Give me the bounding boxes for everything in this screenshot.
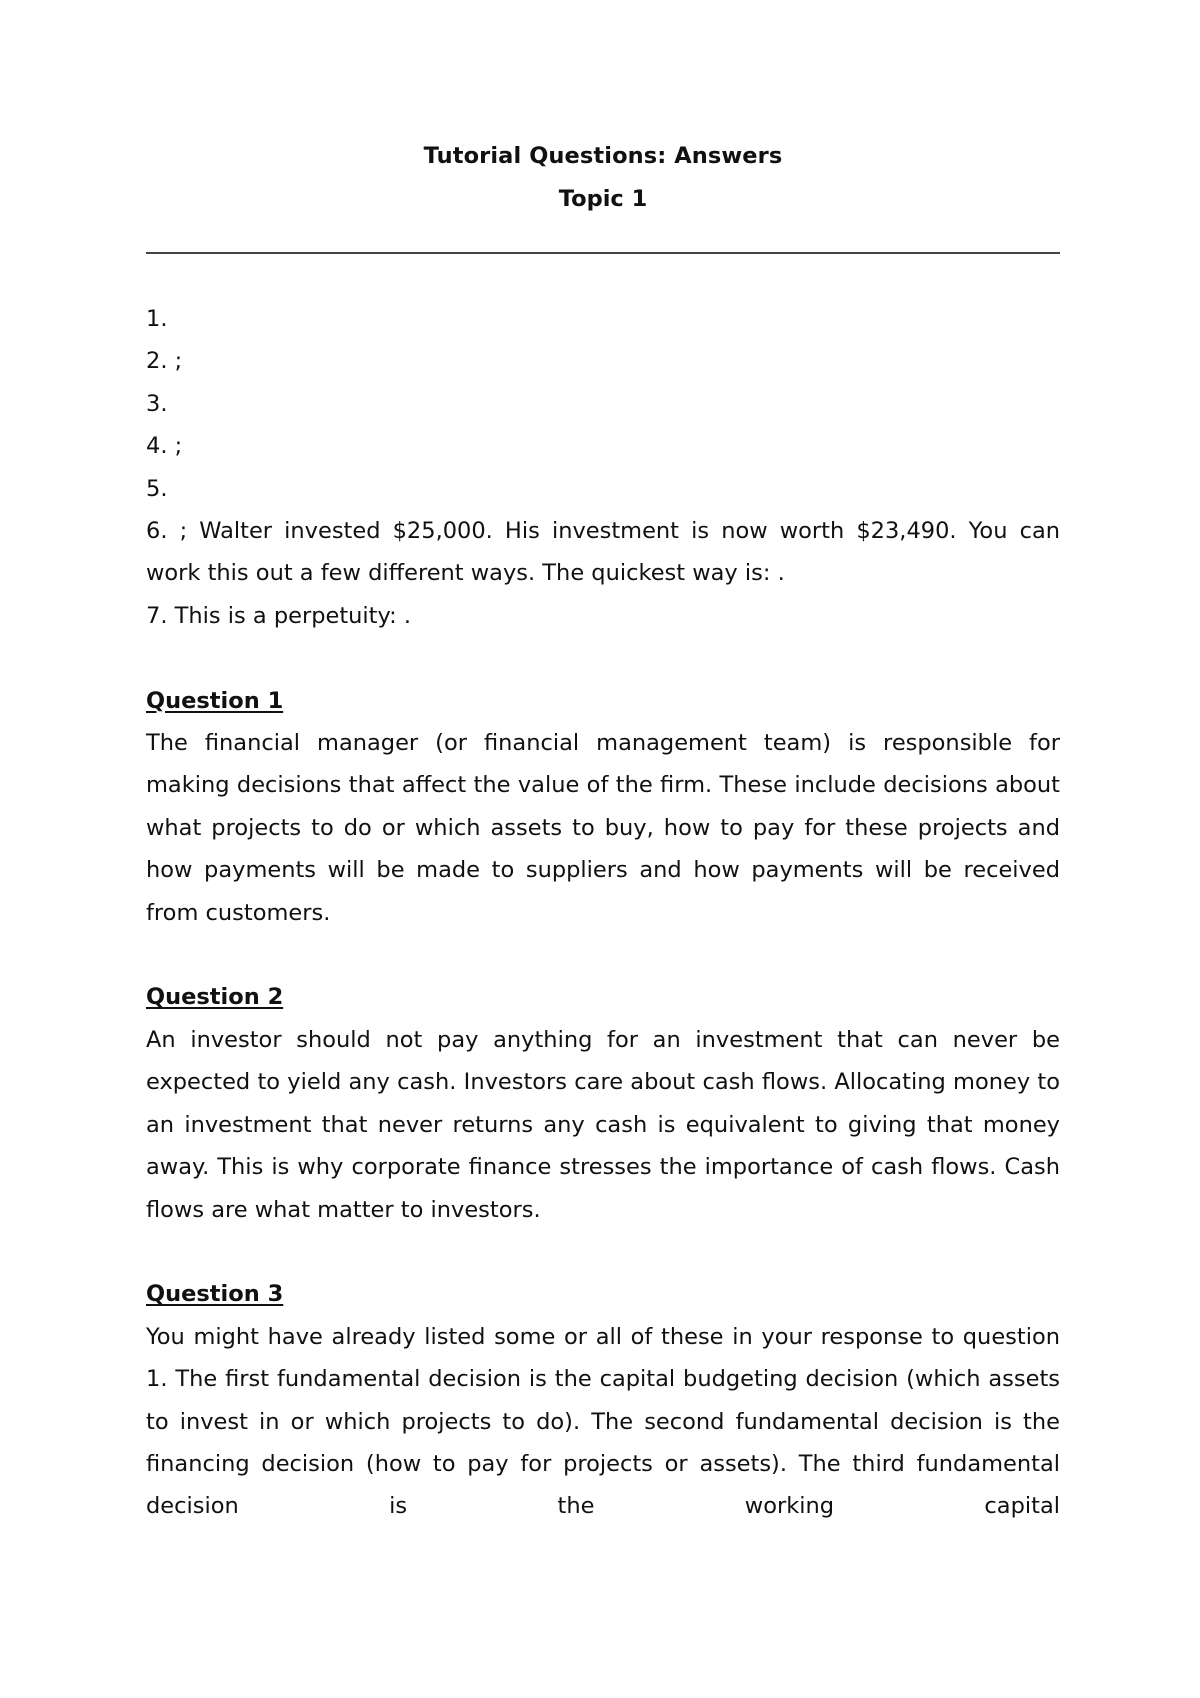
answer-item-5: 5.: [146, 475, 168, 502]
answer-item-4: 4. ;: [146, 433, 183, 460]
answer-item-1: 1.: [146, 306, 168, 332]
answer-item-7: 7. This is a perpetuity: .: [146, 602, 412, 629]
horizontal-divider: [146, 252, 1060, 254]
question-1-answer: The financial manager (or financial management team) is responsible for making decisions that affect the value of the firm. These include decisions about what projects to do or which assets to buy, how to pay for these projects and how payments will be made to suppliers and how payments will be received from customers.: [146, 730, 1060, 926]
question-1-heading: Question 1: [146, 687, 284, 714]
question-2-heading: Question 2: [146, 984, 284, 1011]
spacer: [146, 934, 1060, 976]
spacer: [146, 1231, 1060, 1273]
spacer: [146, 637, 1060, 679]
question-3-answer: You might have already listed some or all of these in your response to question 1. The first fundamental decision is the capital budgeting decision (which assets to invest in or which projects to do). The second fundamental decision is the financing decision (how to pay for projects or assets). The third fundamental decision is the working capital: [146, 1323, 1060, 1520]
answer-item-2: 2. ;: [146, 348, 183, 375]
document-title: Tutorial Questions: Answers: [423, 143, 783, 169]
answer-item-3: 3.: [146, 390, 168, 417]
document-subtitle: Topic 1: [558, 186, 648, 212]
document-body: [146, 298, 1060, 1528]
answer-item-6: 6. ; Walter invested $25,000. His investment is now worth $23,490. You can work this out a few different ways. The quickest way is: .: [146, 518, 1060, 587]
question-3-heading: Question 3: [146, 1281, 284, 1308]
question-2-answer: An investor should not pay anything for an investment that can never be expected to yield any cash. Investors care about cash flows. Allocating money to an investment that never returns any cash is equivalent to giving that money away. This is why corporate finance stresses the importance of cash flows. Cash flows are what matter to investors.: [146, 1026, 1060, 1223]
